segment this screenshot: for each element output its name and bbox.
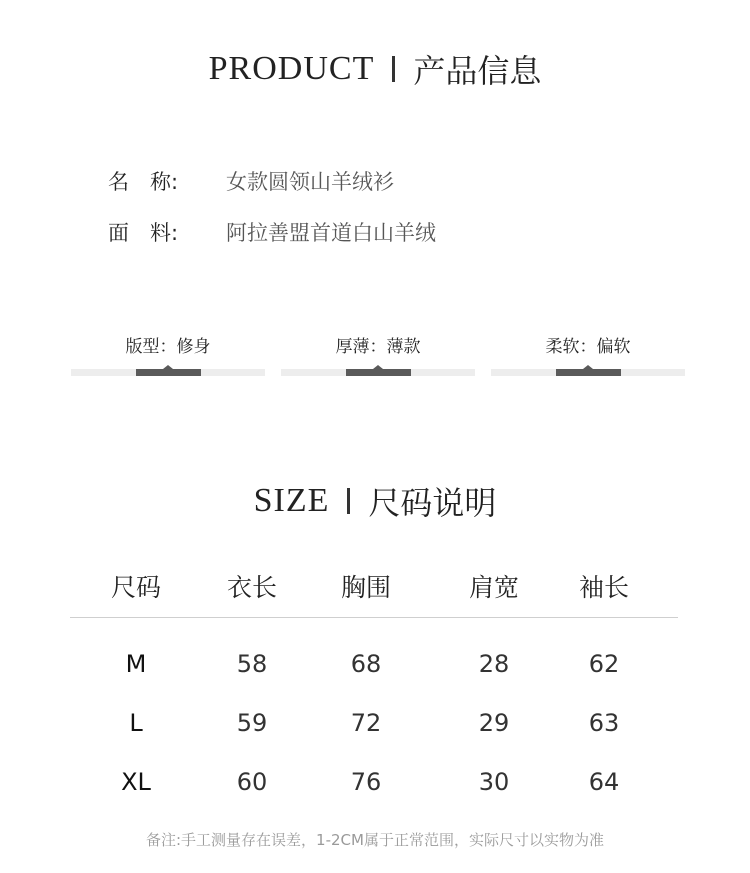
product-title-zh: 产品信息 — [413, 52, 542, 90]
header-shoulder: 肩宽 — [468, 573, 519, 602]
table-row — [70, 768, 678, 808]
info-value-name: 女款圆领山羊绒衫 — [226, 170, 394, 194]
header-size: 尺码 — [110, 573, 161, 602]
cell-shoulder: 29 — [478, 709, 510, 737]
cell-sleeve: 62 — [588, 650, 620, 678]
attribute-softness-marker — [583, 365, 593, 369]
cell-length: 60 — [236, 768, 268, 796]
cell-sleeve: 63 — [588, 709, 620, 737]
cell-shoulder: 28 — [478, 650, 510, 678]
cell-length: 59 — [236, 709, 268, 737]
info-row-name — [108, 166, 394, 198]
cell-shoulder: 30 — [478, 768, 510, 796]
info-label-name: 名 称: — [108, 170, 179, 194]
attribute-fit-indicator — [136, 369, 201, 376]
table-row — [70, 709, 678, 749]
size-table — [70, 560, 678, 796]
cell-size: L — [129, 709, 143, 737]
cell-size: XL — [121, 768, 151, 796]
product-section-title — [0, 46, 750, 92]
cell-chest: 68 — [350, 650, 382, 678]
header-sleeve: 袖长 — [578, 573, 629, 602]
info-label-fabric: 面 料: — [108, 221, 179, 245]
attribute-softness-label: 柔软：偏软 — [545, 337, 631, 357]
attribute-thickness-indicator — [346, 369, 411, 376]
attribute-softness-indicator — [556, 369, 621, 376]
attribute-thickness-label: 厚薄：薄款 — [335, 337, 421, 357]
size-title-en: SIZE — [253, 482, 330, 519]
footnote: 备注:手工测量存在误差，1-2CM属于正常范围，实际尺寸以实物为准 — [146, 831, 604, 849]
cell-sleeve: 64 — [588, 768, 620, 796]
cell-size: M — [125, 650, 147, 678]
product-title-en: PRODUCT — [208, 50, 375, 87]
info-row-fabric — [108, 217, 436, 249]
title-separator — [392, 56, 395, 82]
header-length: 衣长 — [226, 573, 277, 602]
size-section-title — [0, 478, 750, 524]
title-separator — [347, 488, 350, 514]
attribute-fit-marker — [163, 365, 173, 369]
attribute-softness — [491, 332, 685, 382]
attribute-fit-label: 版型：修身 — [125, 337, 211, 357]
size-title-zh: 尺码说明 — [368, 484, 497, 522]
cell-chest: 72 — [350, 709, 382, 737]
attribute-fit — [71, 332, 265, 382]
header-chest: 胸围 — [340, 573, 391, 602]
attribute-thickness — [281, 332, 475, 382]
info-value-fabric: 阿拉善盟首道白山羊绒 — [226, 221, 436, 245]
cell-length: 58 — [236, 650, 268, 678]
cell-chest: 76 — [350, 768, 382, 796]
size-table-header — [70, 560, 678, 618]
table-row — [70, 650, 678, 690]
attribute-thickness-marker — [373, 365, 383, 369]
